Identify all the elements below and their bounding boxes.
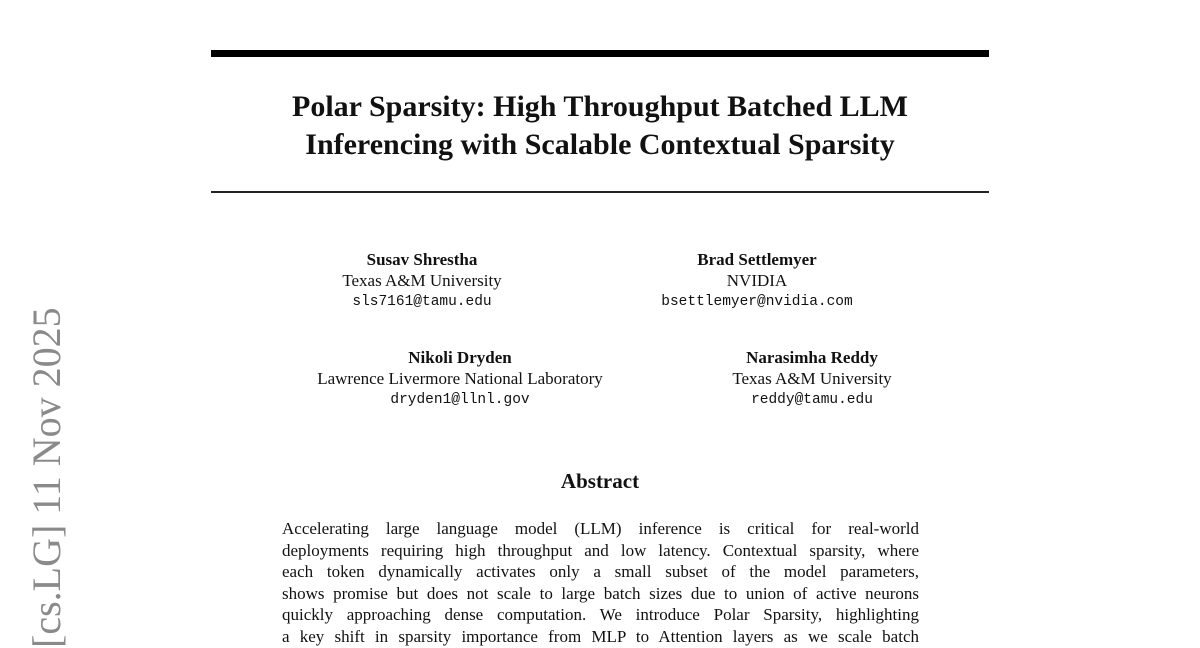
abstract-line: a key shift in sparsity importance from MLP to Attention layers as we scale batch bbox=[282, 626, 919, 646]
author-affiliation: Lawrence Livermore National Laboratory bbox=[317, 369, 603, 388]
author-name: Narasimha Reddy bbox=[746, 348, 878, 367]
abstract-line: each token dynamically activates only a small subset of the model parameters, bbox=[282, 562, 919, 581]
author-block bbox=[286, 347, 634, 412]
author-email: reddy@tamu.edu bbox=[751, 392, 873, 408]
abstract-heading: Abstract bbox=[560, 469, 640, 493]
author-name: Nikoli Dryden bbox=[408, 348, 512, 367]
author-block bbox=[630, 249, 884, 314]
author-email: sls7161@tamu.edu bbox=[352, 294, 492, 310]
author-name: Brad Settlemyer bbox=[697, 250, 817, 269]
title-bottom-rule bbox=[211, 191, 989, 193]
author-affiliation: Texas A&M University bbox=[342, 271, 502, 290]
author-block bbox=[700, 347, 924, 412]
author-email: dryden1@llnl.gov bbox=[390, 392, 530, 408]
paper-title-line-1: Polar Sparsity: High Throughput Batched LLM bbox=[292, 90, 908, 123]
arxiv-identifier-stamp: [cs.LG] 11 Nov 2025 bbox=[24, 307, 69, 648]
author-affiliation: Texas A&M University bbox=[732, 369, 892, 388]
author-affiliation: NVIDIA bbox=[726, 271, 788, 290]
abstract-body bbox=[282, 518, 919, 647]
author-block bbox=[300, 249, 544, 314]
paper-title bbox=[211, 88, 989, 164]
abstract-line: quickly approaching dense computation. We introduce Polar Sparsity, highlighting bbox=[282, 605, 919, 624]
abstract-line: shows promise but does not scale to large batch sizes due to union of active neurons bbox=[282, 583, 919, 603]
author-email: bsettlemyer@nvidia.com bbox=[661, 294, 853, 310]
abstract-line: Accelerating large language model (LLM) inference is critical for real-world bbox=[282, 519, 919, 538]
title-top-rule bbox=[211, 50, 989, 57]
abstract-line: deployments requiring high throughput and low latency. Contextual sparsity, where bbox=[282, 540, 919, 560]
paper-title-line-2: Inferencing with Scalable Contextual Sparsity bbox=[305, 128, 895, 161]
author-name: Susav Shrestha bbox=[366, 250, 478, 269]
